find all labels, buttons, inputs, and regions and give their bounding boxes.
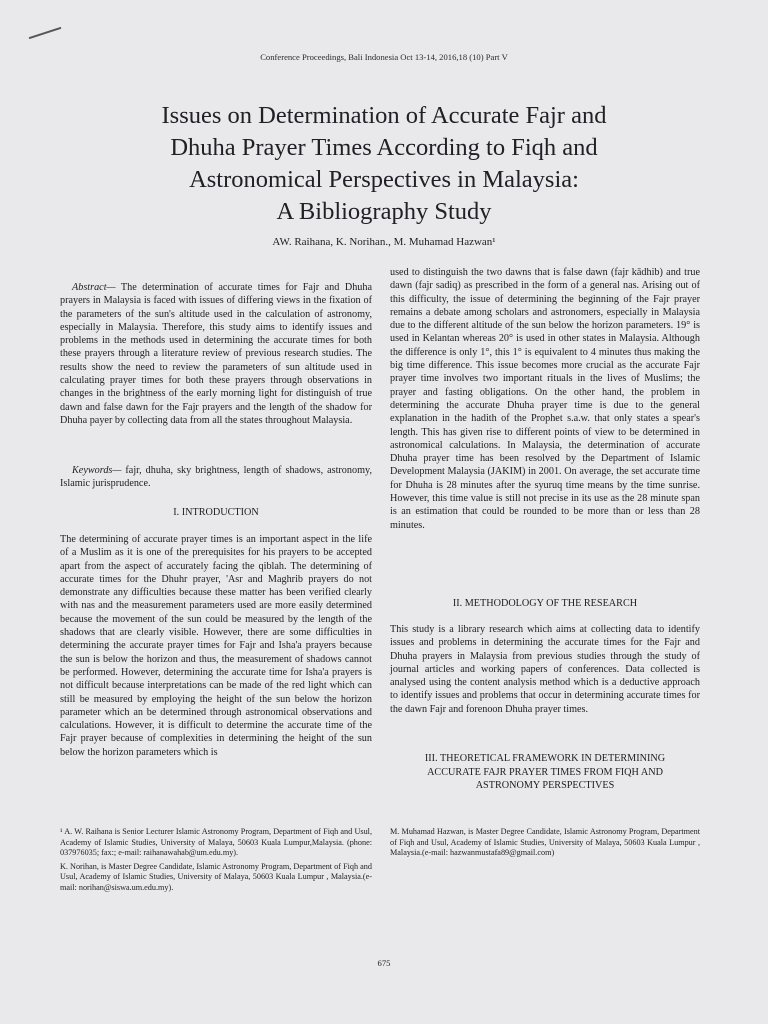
running-header: Conference Proceedings, Bali Indonesia Oct 13-14, 2016,18 (10) Part V bbox=[260, 52, 508, 62]
keywords-text: fajr, dhuha, sky brightness, length of shadows, astronomy, Islamic jurisprudence. bbox=[60, 465, 372, 490]
abstract-text: The determination of accurate times for Fajr and Dhuha prayers in Malaysia is faced with issues of differing views in the fixation of the parameters of the sun's altitude used in the calculation of astronomy, especially in Malaysia. Therefore, this study aims to identify issues and problems in the methods used in determining the accurate times for both these prayers through a literature review of previous research studies. The results show the need to review the parameters of sun altitude used in calculating prayer times for both these prayers through observations in changes in the brightness of the early morning light for distinguish of true dawn and false dawn for the Fajr prayers and the length of the shadow for Dhuha payer by collecting data from all the states throughout Malaysia. bbox=[60, 282, 372, 426]
abstract bbox=[60, 281, 372, 427]
title-line: Issues on Determination of Accurate Fajr and bbox=[161, 102, 607, 129]
section-heading-methodology: II. METHODOLOGY OF THE RESEARCH bbox=[452, 598, 638, 609]
heading-line: ASTRONOMY PERSPECTIVES bbox=[475, 780, 615, 791]
title-line: Dhuha Prayer Times According to Fiqh and bbox=[170, 134, 598, 161]
keywords bbox=[60, 464, 372, 491]
keywords-lead: Keywords— bbox=[72, 465, 122, 476]
introduction-paragraph: The determining of accurate prayer times is an important aspect in the life of a Muslim as it is one of the prerequisites for his prayers to be accepted apart from the aspect of accurately facing the qiblah. The determining of accurate times for the Dhuhr prayer, 'Asr and Maghrib prayers do not demonstrate any difficulties because these matter has been verified clearly with nas and the measurement parameters used are more easily determined because the movement of the sun could be measured by the length of the shadows that are clearly visible. However, there are some difficulties in determining the accurate prayer times for Fajr and Isha'a prayers because the sun is below the horizon and thus, the measurement of shadows cannot be performed. However, determining the accurate time for Isha'a prayers is not difficult because interpretations can be made of the red light which can still be measured by employing the height of the sun below the horizon parameter which an be determined through astronomical observations and calculations. However, it is difficult to determine the accurate time of the Fajr prayer because of complexities in determining the height of the sun below the horizon parameters which is bbox=[60, 534, 372, 758]
footnote: M. Muhamad Hazwan, is Master Degree Candidate, Islamic Astronomy Program, Department of Fiqh and Usul, Academy of Islamic Studies, University of Malaya, 50603 Kuala Lumpur , Malaysia.(e-mail: hazwanmustafa89@gmail.com) bbox=[390, 827, 700, 858]
footnotes-right bbox=[390, 827, 700, 862]
introduction-body bbox=[60, 533, 372, 759]
introduction-continued-paragraph: used to distinguish the two dawns that is false dawn (fajr kādhib) and true dawn (fajr sadiq) as prescribed in the form of a general nas. Arising out of this difficulty, the issue of determining the beginning of the Fajr prayer remains a debate among scholars and astronomers, especially in Malaysia due to the different altitude of the sun below the horizon parameters. 19° is used in Kelantan whereas 20° is used in other states in Malaysia. Although the difference is only 1°, this 1° is equivalent to 4 minutes thus making the big time difference. This issue becomes more crucial as the accurate Fajr prayer time involves two important rituals in the lives of Muslims; the prayer and fasting obligations. On the other hand, the problem in determining the accurate Dhuha prayer time is due to the general explanation in the hadith of the Prophet s.a.w. that only states a spear's length. This has given rise to different points of view to be determined in astronomical calculations. In Malaysia, the determination of accurate Dhuha prayer time has been resolved by the Department of Islamic Development Malaysia (JAKIM) in 2001. On average, the set accurate time for Dhuha is 28 minutes after the syuruq time means by the time sunrise. However, this time value is still not precise in its use as the 28 minute span is an estimation that could be rounded to be more than or less than 28 minutes. bbox=[390, 267, 700, 531]
footnote: ¹ A. W. Raihana is Senior Lecturer Islamic Astronomy Program, Department of Fiqh and Usul, Academy of Islamic Studies, University of Malaya, 50603 Kuala Lumpur,Malaysia. (phone: 037976035; fax:; e-mail: raihanawahab@um.edu.my). bbox=[60, 827, 372, 858]
footnotes-left bbox=[60, 827, 372, 897]
methodology-paragraph: This study is a library research which aims at collecting data to identify issues and problems in determining the accurate times for the Fajr and Dhuha prayers in Malaysia from previous studies through the study of journal articles and working papers of conferences. Data collected is analysed using the content analysis method which is a deductive approach to identify issues and problems that occur in determining accurate times for the dawn Fajr and forenoon Dhuha prayer times. bbox=[390, 624, 700, 715]
introduction-continued bbox=[390, 266, 700, 532]
heading-line: ACCURATE FAJR PRAYER TIMES FROM FIQH AND bbox=[427, 766, 663, 778]
author-list: AW. Raihana, K. Norihan., M. Muhamad Hazwan¹ bbox=[272, 236, 496, 248]
section-heading-theoretical-framework bbox=[390, 752, 700, 793]
title-line: Astronomical Perspectives in Malaysia: bbox=[189, 166, 579, 193]
paper-title bbox=[60, 100, 708, 228]
heading-line: III. THEORETICAL FRAMEWORK IN DETERMINING bbox=[424, 753, 666, 764]
methodology-body bbox=[390, 623, 700, 716]
section-heading-introduction: I. INTRODUCTION bbox=[173, 507, 259, 518]
footnote: K. Norihan, is Master Degree Candidate, Islamic Astronomy Program, Department of Fiqh and Usul, Academy of Islamic Studies, University of Malaya, 50603 Kuala Lumpur , Malaysia.(e-mail: norihan@siswa.um.edu.my). bbox=[60, 861, 372, 892]
pen-mark bbox=[29, 27, 62, 39]
title-line: A Bibliography Study bbox=[276, 198, 492, 225]
page-number: 675 bbox=[377, 958, 391, 968]
abstract-lead: Abstract— bbox=[72, 282, 116, 293]
